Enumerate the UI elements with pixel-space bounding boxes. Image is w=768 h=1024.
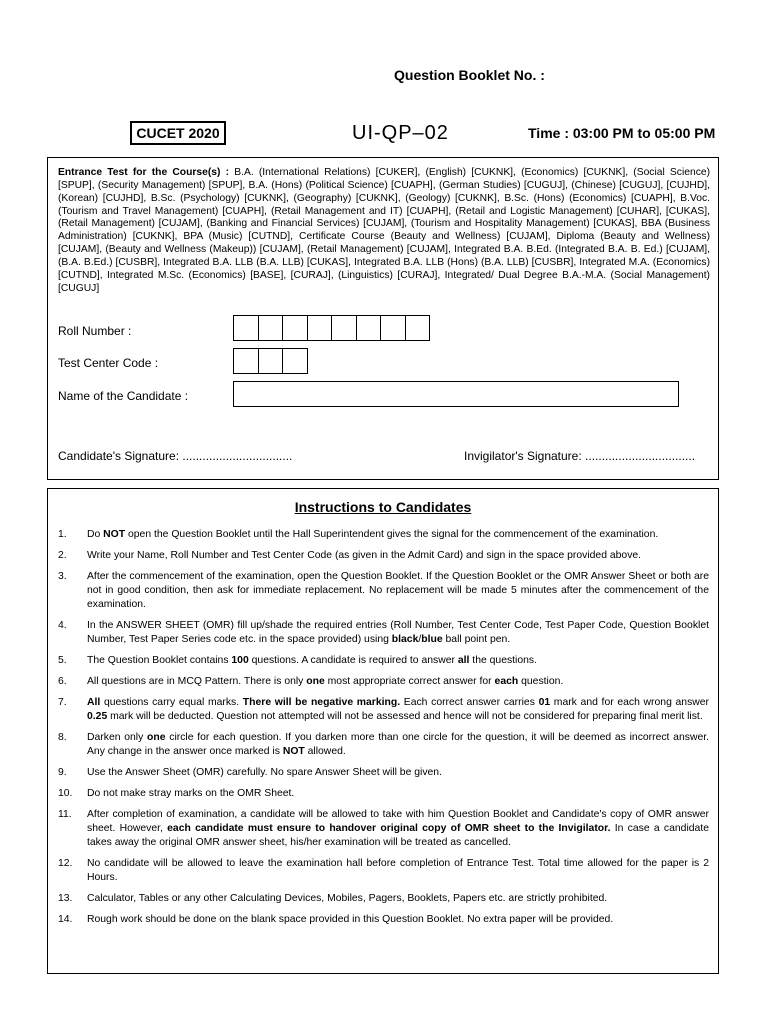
- instruction-segment: black: [391, 634, 419, 645]
- roll-number-cell[interactable]: [282, 315, 308, 341]
- instruction-text: [87, 787, 709, 801]
- instruction-segment: Do not make stray marks on the OMR Sheet.: [87, 788, 295, 799]
- instruction-segment: each: [494, 676, 519, 687]
- instruction-number: 4.: [58, 620, 67, 631]
- instruction-number: 5.: [58, 655, 67, 666]
- exam-name-box: CUCET 2020: [130, 121, 226, 145]
- instruction-number: 6.: [58, 676, 67, 687]
- instruction-text: [87, 892, 709, 906]
- instruction-item: [58, 766, 709, 780]
- instruction-segment: circle for each question. If you darken more than one circle for the question, it will be deemed as incorrect answer. Any change in the answer once marked is: [87, 732, 709, 757]
- instruction-segment: NOT: [282, 746, 305, 757]
- entrance-label: Entrance Test for the Course(s) :: [58, 167, 230, 178]
- invigilator-signature: Invigilator's Signature: .................................: [464, 449, 696, 463]
- instruction-number: 13.: [58, 893, 73, 904]
- instruction-item: [58, 619, 709, 647]
- instruction-item: [58, 570, 709, 612]
- instruction-item: [58, 913, 709, 927]
- instruction-item: [58, 675, 709, 689]
- test-center-cell[interactable]: [258, 348, 284, 374]
- test-center-cell[interactable]: [282, 348, 308, 374]
- instruction-segment: In case a candidate takes away the original OMR answer sheet, his/her examination will be treated as cancelled.: [87, 823, 709, 848]
- instruction-segment: NOT: [103, 529, 126, 540]
- instruction-segment: No candidate will be allowed to leave the examination hall before completion of Entrance Test. Total time allowed for the paper is 2 Hours.: [87, 858, 709, 883]
- instruction-segment: All questions are in MCQ Pattern. There is only: [87, 676, 307, 687]
- instruction-text: [87, 675, 709, 689]
- instruction-item: [58, 696, 709, 724]
- instruction-text: [87, 731, 709, 759]
- instruction-number: 7.: [58, 697, 67, 708]
- instruction-text: [87, 549, 709, 563]
- instructions-box: [47, 488, 719, 974]
- instruction-text: [87, 619, 709, 647]
- roll-number-label: Roll Number :: [58, 324, 132, 338]
- test-center-cell[interactable]: [233, 348, 259, 374]
- candidate-details-box: [47, 157, 719, 480]
- instruction-segment: questions carry equal marks.: [100, 697, 243, 708]
- candidate-name-box[interactable]: [233, 381, 679, 407]
- roll-number-cell[interactable]: [258, 315, 284, 341]
- instruction-item: [58, 892, 709, 906]
- roll-number-cell[interactable]: [380, 315, 406, 341]
- instruction-text: [87, 654, 709, 668]
- question-booklet-label: Question Booklet No. :: [394, 67, 545, 83]
- roll-number-cell[interactable]: [405, 315, 431, 341]
- instruction-number: 1.: [58, 529, 67, 540]
- instruction-text: [87, 570, 709, 612]
- instruction-item: [58, 654, 709, 668]
- instruction-segment: question.: [518, 676, 564, 687]
- roll-number-boxes[interactable]: [233, 315, 429, 341]
- instruction-text: [87, 913, 709, 927]
- candidate-name-label: Name of the Candidate :: [58, 389, 189, 403]
- instruction-segment: one: [147, 732, 166, 743]
- instruction-segment: Each correct answer carries 01 mark and for each wrong answer 0.25 mark will be deducted. Question not attempted will not be assessed and hence will not be considered for preparing final merit list.: [87, 697, 710, 722]
- courses-text: B.A. (International Relations) [CUKER], (English) [CUKNK], (Economics) [CUKNK], (Social Science) [SPUP], (Security Management) [SPUP], B.A. (Hons) (Political Science) [CUAPH], (German Studies) [CUGUJ], (Chinese) [CUGUJ], [CUJHD], (Korean) [CUJHD], B.Sc. (Psychology) [CUKNK], (Geography) [CUKNK], (Geology) [CUKNK], B.Sc. (Hons) (Economics) [CUAPH], B.Voc. (Tourism and Travel Management) [CUAPH], (Retail Management and IT) [CUAPH], (Retail and Logistic Management) [CUHAR], [CUKAS], (Retail Management) [CUJAM], (Banking and Financial Services) [CUJAM], (Tourism and Hospitality Management) [CUKAS], BBA (Business Administration) [CUKNK], BPA (Music) [CUTND], Certificate Course (Beauty and Wellness) [CUJAM], Diploma (Beauty and Wellness) [CUJAM], (Beauty and Wellness (Makeup)) [CUJAM], (Retail Management) [CUJAM], Integrated B.A. B.Ed. (Integrated B.A. B. Ed.) [CUJAM], (B.A. B.Ed.) [CUSBR], Integrated B.A. LLB (B.A. LLB) [CUKAS], Integrated B.A. LLB (Hons) (B.A. LLB) [CUSBR], Integrated M.A. (Economics) [CUTND], Integrated M.Sc. (Economics) [BASE], [CURAJ], (Linguistics) [CURAJ], Integrated/ Dual Degree B.A.-M.A. (Social Management) [CUGUJ]: [58, 167, 710, 294]
- instruction-text: [87, 857, 709, 885]
- instruction-number: 12.: [58, 858, 73, 869]
- instruction-item: [58, 857, 709, 885]
- instruction-segment: 100: [231, 655, 249, 666]
- instruction-text: [87, 696, 709, 724]
- roll-number-cell[interactable]: [233, 315, 259, 341]
- instruction-segment: Do: [87, 529, 104, 540]
- instruction-segment: After the commencement of the examination, open the Question Booklet. If the Question Booklet or the OMR Answer Sheet or both are not in good condition, then ask for immediate replacement. No replacement will be made 5 minutes after the commencement of the examination.: [87, 571, 709, 610]
- instruction-segment: the questions.: [469, 655, 538, 666]
- instruction-segment: /: [418, 634, 422, 645]
- instruction-number: 11.: [58, 809, 72, 820]
- instruction-number: 3.: [58, 571, 67, 582]
- test-center-label: Test Center Code :: [58, 356, 159, 370]
- instruction-segment: Darken only: [87, 732, 148, 743]
- instruction-number: 8.: [58, 732, 67, 743]
- instruction-text: [87, 528, 709, 542]
- instruction-segment: ball point pen.: [442, 634, 511, 645]
- instruction-segment: There will be negative marking.: [242, 697, 401, 708]
- instruction-segment: open the Question Booklet until the Hall Superintendent gives the signal for the commencement of the examination.: [125, 529, 659, 540]
- instructions-list: [58, 528, 709, 934]
- instruction-item: [58, 731, 709, 759]
- candidate-signature: Candidate's Signature: .................................: [58, 449, 293, 463]
- instruction-text: [87, 808, 709, 850]
- instruction-segment: one: [306, 676, 325, 687]
- instruction-item: [58, 787, 709, 801]
- test-center-boxes[interactable]: [233, 348, 307, 374]
- instruction-number: 14.: [58, 914, 73, 925]
- exam-time: Time : 03:00 PM to 05:00 PM: [528, 125, 716, 141]
- roll-number-cell[interactable]: [331, 315, 357, 341]
- instruction-segment: Calculator, Tables or any other Calculating Devices, Mobiles, Pagers, Booklets, Papers etc. are strictly prohibited.: [87, 893, 608, 904]
- instruction-item: [58, 808, 709, 850]
- instruction-segment: In the ANSWER SHEET (OMR) fill up/shade the required entries (Roll Number, Test Center Code, Test Paper Code, Question Booklet Number, Test Paper Series code etc. in the space provided) using: [87, 620, 709, 645]
- paper-code: UI-QP–02: [352, 122, 449, 144]
- instruction-item: [58, 528, 709, 542]
- instruction-segment: Write your Name, Roll Number and Test Center Code (as given in the Admit Card) and sign in the space provided above.: [87, 550, 642, 561]
- instructions-title: Instructions to Candidates: [294, 499, 472, 515]
- instruction-segment: each candidate must ensure to handover original copy of OMR sheet to the Invigilator.: [167, 823, 611, 834]
- instruction-number: 2.: [58, 550, 67, 561]
- instruction-segment: Rough work should be done on the blank space provided in this Question Booklet. No extra paper will be provided.: [87, 914, 614, 925]
- instruction-segment: blue: [421, 634, 443, 645]
- roll-number-cell[interactable]: [356, 315, 382, 341]
- instruction-text: [87, 766, 709, 780]
- instruction-number: 9.: [58, 767, 67, 778]
- instruction-segment: questions. A candidate is required to answer: [248, 655, 458, 666]
- instruction-segment: most appropriate correct answer for: [324, 676, 495, 687]
- instruction-number: 10.: [58, 788, 73, 799]
- instruction-segment: Use the Answer Sheet (OMR) carefully. No spare Answer Sheet will be given.: [87, 767, 442, 778]
- instruction-segment: The Question Booklet contains: [87, 655, 232, 666]
- instruction-segment: allowed.: [304, 746, 346, 757]
- instruction-segment: All: [87, 697, 101, 708]
- instruction-segment: After completion of examination, a candidate will be allowed to take with him Question Booklet and Candidate's copy of OMR answer sheet. However,: [87, 809, 709, 834]
- roll-number-cell[interactable]: [307, 315, 333, 341]
- instruction-segment: all: [457, 655, 470, 666]
- entrance-courses: [58, 167, 710, 295]
- instruction-item: [58, 549, 709, 563]
